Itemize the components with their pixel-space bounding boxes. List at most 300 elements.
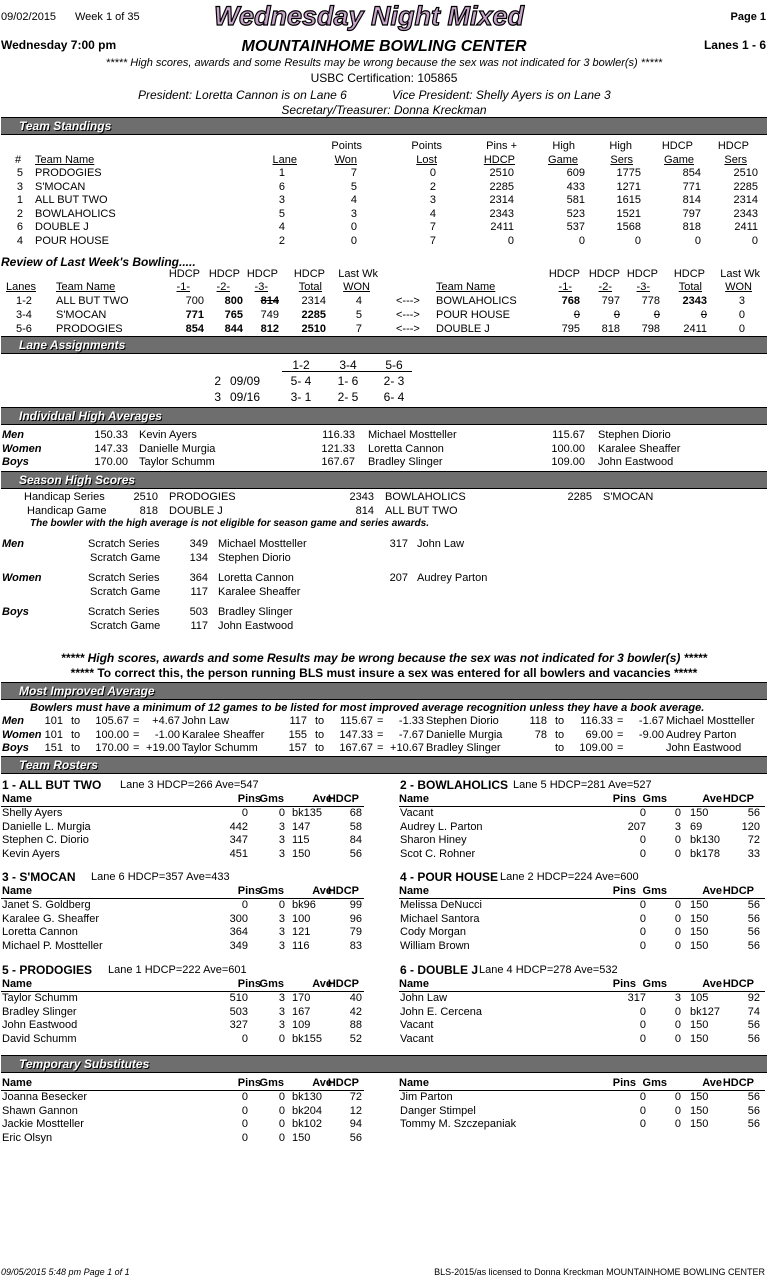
pins: 0 bbox=[241, 1131, 248, 1144]
bowler-name: John Law bbox=[182, 715, 230, 727]
average: 109 bbox=[292, 1019, 311, 1031]
handicap: 56 bbox=[747, 1091, 760, 1103]
bowler-name: Janet S. Goldberg bbox=[2, 899, 91, 911]
col-hdcp-game: HDCP bbox=[661, 140, 693, 152]
bowler-name: Michael Mostteller bbox=[666, 715, 755, 727]
average: 150 bbox=[690, 899, 709, 911]
handicap: 56 bbox=[747, 1118, 760, 1130]
standings-cell: 609 bbox=[566, 167, 585, 179]
handicap: 83 bbox=[349, 939, 362, 952]
games: 0 bbox=[278, 1032, 285, 1045]
category-label: Women bbox=[2, 728, 42, 741]
standings-cell: 2343 bbox=[733, 207, 758, 220]
to-word: to bbox=[71, 742, 81, 754]
team-title: 3 - S'MOCAN bbox=[2, 870, 76, 884]
col-hdcp-game: -2- bbox=[598, 281, 612, 293]
section-most-improved: Most Improved Average bbox=[1, 682, 767, 700]
handicap: 56 bbox=[747, 1019, 760, 1031]
handicap: 72 bbox=[747, 834, 760, 846]
handicap: 58 bbox=[349, 820, 362, 833]
review-team: DOUBLE J bbox=[436, 323, 490, 335]
handicap: 88 bbox=[349, 1019, 362, 1031]
bowler-name: Taylor Schumm bbox=[2, 992, 78, 1004]
standings-cell: 1521 bbox=[616, 207, 641, 220]
team-info: Lane 1 HDCP=222 Ave=601 bbox=[108, 964, 247, 976]
pins: 503 bbox=[229, 1005, 248, 1018]
lane-pair-header: 5-6 bbox=[385, 358, 403, 372]
pins: 0 bbox=[639, 807, 646, 819]
to-word: to bbox=[315, 715, 325, 727]
col-gms: Gms bbox=[642, 885, 667, 897]
score-value: 503 bbox=[189, 606, 208, 618]
col-name: Name bbox=[2, 1077, 32, 1089]
standings-cell: 1 bbox=[16, 194, 23, 206]
previous-average: 101 bbox=[44, 728, 63, 741]
handicap: 52 bbox=[349, 1032, 362, 1045]
col-gms: Gms bbox=[642, 793, 667, 805]
col-ave: Ave bbox=[702, 978, 722, 990]
review-score: 0 bbox=[738, 309, 745, 321]
handicap: 40 bbox=[349, 992, 362, 1004]
vice-president: Vice President: Shelly Ayers is on Lane 3 bbox=[392, 88, 611, 102]
bowler-name: Cody Morgan bbox=[400, 926, 467, 938]
average-change: +19.00 bbox=[146, 742, 180, 754]
standings-cell: 1615 bbox=[616, 194, 641, 206]
team-info: Lane 6 HDCP=357 Ave=433 bbox=[91, 871, 230, 883]
review-score: 812 bbox=[260, 323, 279, 335]
equals-sign: = bbox=[377, 742, 384, 754]
current-average: 170.00 bbox=[95, 742, 129, 754]
score-value: 364 bbox=[189, 572, 208, 584]
games: 0 bbox=[278, 1104, 285, 1117]
section-temporary-substitutes: Temporary Substitutes bbox=[1, 1055, 767, 1073]
standings-cell: PRODOGIES bbox=[35, 167, 102, 179]
games: 0 bbox=[674, 807, 681, 819]
col-high-sers: Sers bbox=[610, 154, 633, 166]
review-score: 797 bbox=[601, 295, 620, 307]
handicap: 56 bbox=[747, 1032, 760, 1045]
bowler-name: Scot C. Rohner bbox=[400, 847, 476, 860]
col-ave: Ave bbox=[312, 1077, 332, 1089]
bowler-name: Stephen Diorio bbox=[218, 552, 291, 564]
warning-line: ***** High scores, awards and some Results may be wrong because the sex was not indicated for 3 bowler(s) ***** bbox=[105, 57, 663, 69]
col-hdcp-game: Game bbox=[664, 154, 694, 166]
pins: 327 bbox=[229, 1019, 248, 1031]
review-score: 818 bbox=[601, 323, 620, 335]
col-pins: Pins bbox=[237, 1077, 261, 1089]
games: 3 bbox=[278, 939, 285, 952]
col-hdcp: HDCP bbox=[327, 885, 359, 897]
standings-cell: 2314 bbox=[733, 194, 758, 206]
games: 0 bbox=[278, 807, 285, 819]
pins: 207 bbox=[627, 820, 646, 833]
bowler-name: Karalee G. Sheaffer bbox=[2, 912, 100, 925]
lanes-label: Lanes 1 - 6 bbox=[703, 38, 766, 52]
col-pins: Pins bbox=[237, 793, 261, 805]
col-hdcp-sers: HDCP bbox=[717, 140, 749, 152]
handicap: 72 bbox=[349, 1091, 362, 1103]
standings-cell: 3 bbox=[16, 180, 23, 193]
equals-sign: = bbox=[377, 728, 384, 741]
standings-cell: 854 bbox=[682, 167, 701, 179]
standings-cell: 537 bbox=[566, 221, 585, 233]
bowler-name: Eric Olsyn bbox=[2, 1131, 53, 1144]
category-label: Boys bbox=[2, 742, 29, 754]
team-name: S'MOCAN bbox=[603, 491, 654, 503]
games: 0 bbox=[674, 1005, 681, 1018]
bowler-name: Vacant bbox=[400, 807, 434, 819]
col-pins-hdcp: HDCP bbox=[483, 154, 515, 166]
standings-cell: 2510 bbox=[733, 167, 758, 179]
games: 0 bbox=[278, 1091, 285, 1103]
standings-cell: 523 bbox=[566, 207, 585, 220]
current-average: 116.33 bbox=[580, 715, 613, 727]
lane-matchup: 5- 4 bbox=[290, 374, 312, 388]
standings-cell: 1568 bbox=[616, 221, 641, 233]
previous-average: 157 bbox=[288, 742, 307, 754]
handicap: 42 bbox=[349, 1005, 362, 1018]
games: 0 bbox=[674, 1032, 681, 1045]
standings-cell: 0 bbox=[578, 234, 585, 247]
category-label: Men bbox=[2, 538, 24, 550]
bowler-name: Audrey L. Parton bbox=[400, 820, 483, 833]
section-lane-assignments: Lane Assignments bbox=[1, 336, 767, 354]
standings-cell: 2 bbox=[16, 207, 23, 220]
score-value: 134 bbox=[189, 552, 208, 564]
standings-cell: 6 bbox=[278, 180, 285, 193]
average: bk127 bbox=[690, 1005, 720, 1018]
standings-cell: 5 bbox=[278, 207, 285, 220]
col-hdcp: HDCP bbox=[246, 268, 278, 280]
col-ave: Ave bbox=[312, 885, 332, 897]
col-pins: Pins bbox=[237, 885, 261, 897]
handicap: 56 bbox=[747, 899, 760, 911]
col-hdcp-game: -1- bbox=[558, 281, 572, 293]
bowler-name: Michael P. Mostteller bbox=[2, 939, 103, 952]
standings-cell: 433 bbox=[566, 180, 585, 193]
handicap: 56 bbox=[747, 939, 760, 952]
week-number: 2 bbox=[214, 374, 221, 388]
games: 0 bbox=[278, 1118, 285, 1130]
team-title: 5 - PRODOGIES bbox=[2, 963, 93, 977]
scratch-game-label: Scratch Game bbox=[90, 586, 161, 598]
eligibility-note: The bowler with the high average is not eligible for season game and series awards. bbox=[30, 518, 429, 529]
to-word: to bbox=[71, 728, 81, 741]
week-date: 09/16 bbox=[230, 390, 261, 404]
pins: 442 bbox=[229, 820, 248, 833]
pins: 317 bbox=[627, 992, 646, 1004]
col-gms: Gms bbox=[642, 978, 667, 990]
col-hdcp: HDCP bbox=[588, 268, 620, 280]
average: bk96 bbox=[292, 899, 316, 911]
bowler-name: John E. Cercena bbox=[400, 1005, 482, 1018]
pins: 0 bbox=[639, 1032, 646, 1045]
games: 0 bbox=[674, 1091, 681, 1103]
col-high-game: Game bbox=[548, 154, 578, 166]
average: bk130 bbox=[690, 834, 720, 846]
col-points-lost: Points bbox=[411, 140, 442, 152]
current-average: 115.67 bbox=[340, 715, 373, 727]
pins: 0 bbox=[639, 1118, 646, 1130]
standings-cell: 7 bbox=[429, 234, 436, 247]
bowler-name: Bradley Slinger bbox=[368, 456, 443, 468]
col-hdcp: HDCP bbox=[293, 268, 325, 280]
lane-matchup: 2- 3 bbox=[383, 374, 405, 388]
col-hdcp-game: -2- bbox=[216, 281, 230, 293]
bowler-name: Taylor Schumm bbox=[139, 456, 215, 468]
standings-cell: DOUBLE J bbox=[35, 221, 89, 233]
standings-cell: 0 bbox=[751, 234, 758, 247]
standings-cell: 3 bbox=[278, 194, 285, 206]
review-arrow: <---> bbox=[396, 323, 420, 335]
review-team: POUR HOUSE bbox=[436, 309, 510, 321]
col-high-game: High bbox=[552, 140, 575, 152]
games: 0 bbox=[674, 1118, 681, 1130]
bowler-name: Taylor Schumm bbox=[182, 742, 258, 754]
team-name: BOWLAHOLICS bbox=[385, 491, 466, 503]
col-lane: Lane bbox=[272, 154, 297, 166]
roster-header-rule bbox=[399, 991, 765, 992]
lane-matchup: 1- 6 bbox=[337, 374, 359, 388]
average-value: 170.00 bbox=[94, 456, 128, 468]
bowler-name: Loretta Cannon bbox=[218, 572, 294, 584]
games: 3 bbox=[278, 847, 285, 860]
sub-header-rule bbox=[399, 1090, 765, 1091]
average: 150 bbox=[690, 1091, 709, 1103]
col-gms: Gms bbox=[259, 978, 284, 990]
standings-cell: 814 bbox=[682, 194, 701, 206]
col-last-wk: Last Wk bbox=[720, 268, 760, 280]
average: bk178 bbox=[690, 847, 720, 860]
equals-sign: = bbox=[133, 742, 140, 754]
review-score: 2411 bbox=[683, 323, 707, 335]
league-title: Wednesday Night Mixed bbox=[214, 1, 525, 31]
scratch-game-label: Scratch Game bbox=[90, 620, 161, 632]
bowler-name: Bradley Slinger bbox=[218, 606, 293, 618]
games: 0 bbox=[674, 1104, 681, 1117]
standings-cell: 797 bbox=[682, 207, 701, 220]
games: 0 bbox=[674, 912, 681, 925]
col-hdcp-game: -1- bbox=[176, 281, 190, 293]
standings-cell: 4 bbox=[278, 221, 285, 233]
score-value: 207 bbox=[389, 572, 408, 584]
bowler-name: Melissa DeNucci bbox=[400, 899, 482, 911]
week-label: Week 1 of 35 bbox=[75, 11, 140, 23]
col-name: Name bbox=[399, 978, 429, 990]
bowler-name: Shelly Ayers bbox=[2, 807, 63, 819]
standings-cell: 7 bbox=[350, 167, 357, 179]
page-label: Page 1 bbox=[730, 11, 766, 23]
review-lanes: 3-4 bbox=[16, 309, 32, 321]
review-title: Review of Last Week's Bowling..... bbox=[1, 255, 196, 269]
equals-sign: = bbox=[377, 715, 384, 727]
standings-cell: 0 bbox=[634, 234, 641, 247]
to-word: to bbox=[555, 742, 565, 754]
standings-cell: 4 bbox=[350, 194, 357, 206]
pins: 0 bbox=[639, 899, 646, 911]
average: 115 bbox=[292, 834, 310, 846]
lane-pair-header: 3-4 bbox=[339, 358, 357, 372]
pins: 0 bbox=[639, 1091, 646, 1103]
team-title: 6 - DOUBLE J bbox=[400, 963, 479, 977]
bowler-name: Loretta Cannon bbox=[2, 926, 78, 938]
pins: 0 bbox=[241, 1032, 248, 1045]
section-season-high-scores: Season High Scores bbox=[1, 471, 767, 489]
team-title: 1 - ALL BUT TWO bbox=[2, 778, 102, 792]
col-last-wk: Last Wk bbox=[338, 268, 378, 280]
games: 3 bbox=[278, 992, 285, 1004]
pins: 300 bbox=[229, 912, 248, 925]
review-score: 765 bbox=[224, 309, 243, 321]
games: 3 bbox=[674, 820, 681, 833]
review-score: 800 bbox=[224, 295, 243, 307]
col-ave: Ave bbox=[312, 978, 332, 990]
col-num: # bbox=[15, 154, 22, 166]
scratch-game-label: Scratch Game bbox=[90, 552, 161, 564]
pins: 0 bbox=[639, 939, 646, 952]
col-pins: Pins bbox=[612, 793, 636, 805]
review-score: 7 bbox=[355, 323, 362, 335]
col-name: Name bbox=[2, 978, 32, 990]
col-name: Name bbox=[2, 885, 32, 897]
equals-sign: = bbox=[617, 728, 624, 741]
team-title: 4 - POUR HOUSE bbox=[400, 870, 499, 884]
average: 121 bbox=[292, 926, 311, 938]
bowler-name: Danielle L. Murgia bbox=[2, 820, 91, 833]
games: 0 bbox=[278, 899, 285, 911]
handicap: 56 bbox=[747, 926, 760, 938]
games: 0 bbox=[674, 939, 681, 952]
col-ave: Ave bbox=[702, 793, 722, 805]
review-team: S'MOCAN bbox=[56, 309, 107, 321]
bowler-name: Karalee Sheaffer bbox=[182, 728, 265, 741]
pins: 451 bbox=[229, 847, 248, 860]
standings-cell: S'MOCAN bbox=[35, 180, 86, 193]
review-team: ALL BUT TWO bbox=[56, 295, 129, 307]
handicap: 68 bbox=[349, 807, 362, 819]
average: 150 bbox=[690, 807, 709, 819]
col-hdcp: HDCP bbox=[327, 978, 359, 990]
games: 3 bbox=[278, 820, 285, 833]
warning-line-3: ***** To correct this, the person running BLS must insure a sex was entered for all bowlers and vacancies ***** bbox=[70, 666, 698, 680]
games: 3 bbox=[674, 992, 681, 1004]
category-label: Boys bbox=[2, 456, 29, 468]
col-team-name: Team Name bbox=[436, 281, 496, 293]
col-hdcp: HDCP bbox=[673, 268, 705, 280]
col-pins: Pins bbox=[237, 978, 261, 990]
col-hdcp: HDCP bbox=[722, 1077, 754, 1089]
certification: USBC Certification: 105865 bbox=[310, 71, 458, 85]
average: 150 bbox=[690, 1104, 709, 1117]
handicap: 56 bbox=[747, 1104, 760, 1117]
col-hdcp-sers: Sers bbox=[724, 154, 747, 166]
col-hdcp: HDCP bbox=[626, 268, 658, 280]
team-info: Lane 4 HDCP=278 Ave=532 bbox=[479, 964, 618, 976]
review-team: BOWLAHOLICS bbox=[436, 295, 517, 307]
average: 150 bbox=[690, 939, 709, 952]
footer-timestamp: 09/05/2015 5:48 pm Page 1 of 1 bbox=[1, 1267, 130, 1277]
col-ave: Ave bbox=[702, 1077, 722, 1089]
team-name: ALL BUT TWO bbox=[385, 505, 458, 517]
standings-cell: 2285 bbox=[489, 180, 514, 193]
handicap-game-label: Handicap Game bbox=[27, 505, 107, 517]
average: 100 bbox=[292, 912, 311, 925]
review-lanes: 5-6 bbox=[16, 323, 32, 335]
bowler-name: Jackie Mostteller bbox=[2, 1118, 84, 1130]
to-word: to bbox=[315, 742, 325, 754]
current-average: 109.00 bbox=[579, 742, 613, 754]
report-date: 09/02/2015 bbox=[1, 11, 57, 23]
bowler-name: Joanna Besecker bbox=[2, 1091, 87, 1103]
col-hdcp-game: -3- bbox=[254, 281, 268, 293]
lane-matchup: 2- 5 bbox=[337, 390, 359, 404]
handicap: 84 bbox=[349, 834, 362, 846]
standings-cell: 2 bbox=[278, 234, 285, 247]
handicap: 12 bbox=[349, 1104, 362, 1117]
handicap: 79 bbox=[349, 926, 362, 938]
current-average: 147.33 bbox=[339, 728, 373, 741]
pins: 0 bbox=[241, 899, 248, 911]
review-score: 778 bbox=[641, 295, 660, 307]
score-value: 2343 bbox=[349, 491, 374, 503]
average: 150 bbox=[292, 847, 311, 860]
bowler-name: Michael Santora bbox=[400, 912, 480, 925]
bowler-name: Kevin Ayers bbox=[139, 429, 197, 441]
equals-sign: = bbox=[133, 728, 140, 741]
handicap-series-label: Handicap Series bbox=[24, 491, 105, 503]
review-score: 2285 bbox=[301, 309, 326, 321]
bowler-name: Bradley Slinger bbox=[2, 1005, 77, 1018]
to-word: to bbox=[555, 728, 565, 741]
average: 116 bbox=[292, 939, 310, 952]
bowler-name: Kevin Ayers bbox=[2, 847, 60, 860]
average-change: +10.67 bbox=[390, 742, 424, 754]
col-gms: Gms bbox=[259, 1077, 284, 1089]
standings-cell: 2411 bbox=[490, 221, 514, 233]
review-score: 2343 bbox=[682, 295, 707, 307]
handicap: 92 bbox=[747, 992, 760, 1004]
average-value: 115.67 bbox=[552, 429, 585, 441]
average: 150 bbox=[690, 1118, 709, 1130]
standings-cell: BOWLAHOLICS bbox=[35, 207, 116, 220]
col-points-won: Won bbox=[334, 154, 357, 166]
standings-cell: 771 bbox=[682, 180, 701, 193]
center-name: MOUNTAINHOME BOWLING CENTER bbox=[241, 38, 527, 55]
col-hdcp: HDCP bbox=[327, 1077, 359, 1089]
current-average: 100.00 bbox=[95, 728, 129, 741]
games: 3 bbox=[278, 912, 285, 925]
review-score: 768 bbox=[561, 295, 580, 307]
col-pins: Pins bbox=[612, 978, 636, 990]
col-ave: Ave bbox=[312, 793, 332, 805]
score-value: 349 bbox=[189, 538, 208, 550]
average: 150 bbox=[690, 912, 709, 925]
lane-matchup: 6- 4 bbox=[383, 390, 405, 404]
pins: 347 bbox=[229, 834, 248, 846]
pins: 0 bbox=[241, 1118, 248, 1130]
handicap: 56 bbox=[747, 912, 760, 925]
average-change: -1.67 bbox=[638, 715, 664, 727]
standings-cell: 5 bbox=[350, 180, 357, 193]
average: 150 bbox=[690, 1032, 709, 1045]
standings-cell: 0 bbox=[350, 221, 357, 233]
average-change: -1.00 bbox=[154, 728, 180, 741]
bowler-name: Shawn Gannon bbox=[2, 1104, 78, 1117]
standings-cell: 0 bbox=[350, 234, 357, 247]
bowler-name: Stephen C. Diorio bbox=[2, 834, 89, 846]
col-won: WON bbox=[343, 281, 370, 293]
review-score: 795 bbox=[561, 323, 580, 335]
